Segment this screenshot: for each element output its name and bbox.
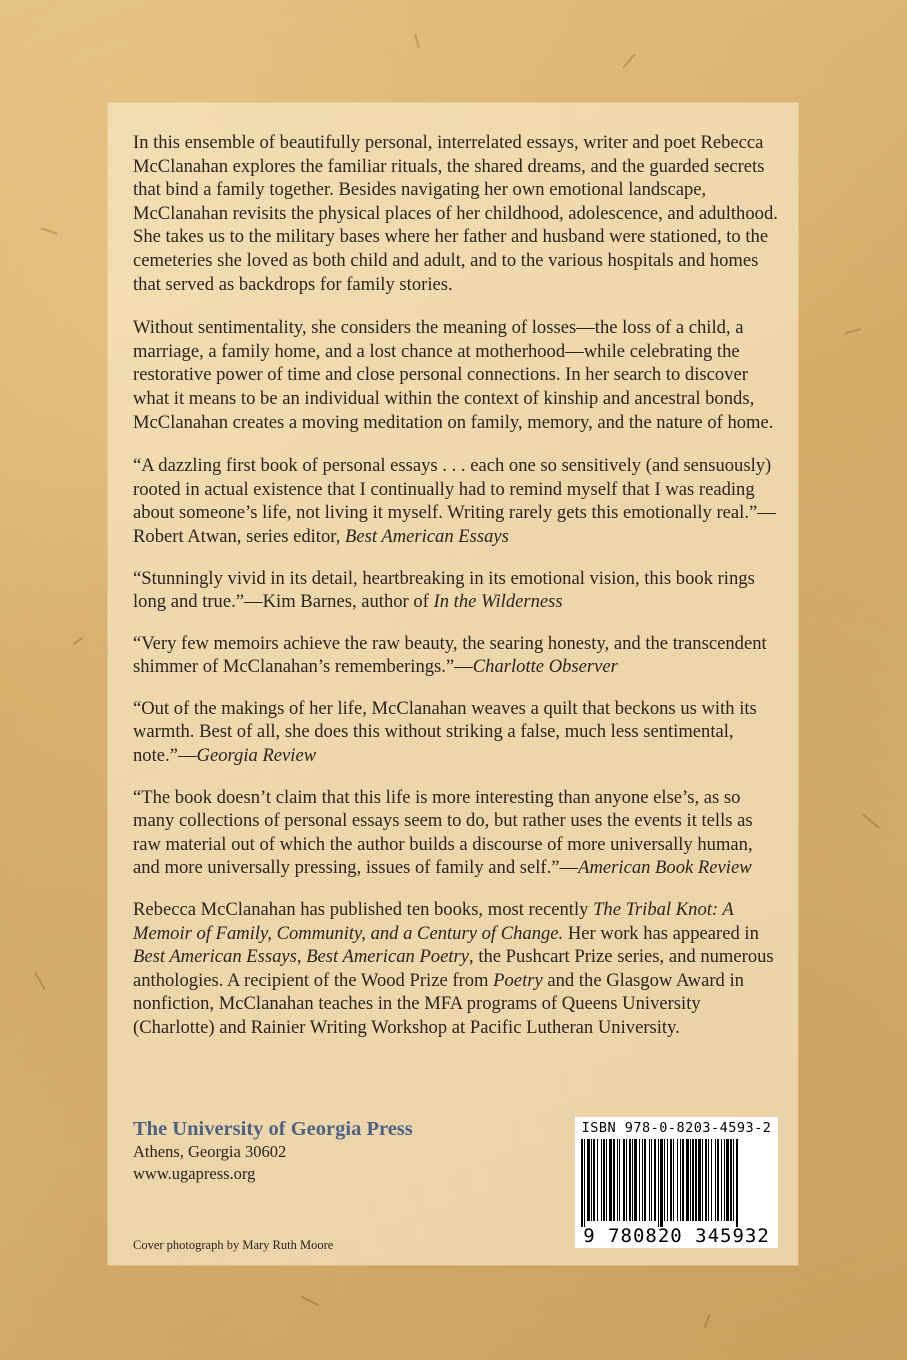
- barcode-bar: [606, 1139, 607, 1221]
- barcode-bar: [609, 1139, 612, 1221]
- barcode-bar: [613, 1139, 615, 1221]
- author-bio: Rebecca McClanahan has published ten books, most recently The Tribal Knot: A Memoir of Family, Community, and a Century of Change. Her work has appeared in Best American Essays, Best American Poetry, the Pushcart Prize series, and numerous anthologies. A recipient of the Wood Prize from Poetry and the Glasgow Award in nonfiction, McClanahan teaches in the MFA programs of Queens University (Charlotte) and Rainier Writing Workshop at Pacific Lutheran University.: [133, 899, 774, 1038]
- blurb-georgia-review: “Out of the makings of her life, McClanahan weaves a quilt that beckons us with its warmth. Best of all, she does this without striking a false, much less sentimental, note.”—Georgia Review: [133, 697, 757, 767]
- barcode-bar: [639, 1139, 640, 1221]
- barcode-bar: [686, 1139, 689, 1221]
- barcode-bar: [584, 1139, 585, 1227]
- blurb-atwan: “A dazzling first book of personal essays . . . each one so sensitively (and sensuously) rooted in actual existence that I continually had to remind myself that I was reading about someone’s life, not living it myself. Writing rarely gets this emotionally real.”—Robert Atwan, series editor, Best American Essays: [133, 455, 776, 547]
- barcode-bar: [660, 1139, 663, 1227]
- barcode-bar: [617, 1139, 618, 1221]
- barcode-bar: [591, 1139, 592, 1221]
- barcode-bar: [705, 1139, 707, 1221]
- barcode-bar: [692, 1139, 694, 1221]
- barcode-bar: [587, 1139, 590, 1221]
- barcode-bar: [733, 1139, 734, 1221]
- blurb-american-book-review: “The book doesn’t claim that this life is more interesting than anyone else’s, as so many collections of personal essays seem to do, but rather uses the events it tells as raw material out of which the author builds a discourse of more universally human, and more universally pressing, issues of family and self.”—American Book Review: [133, 786, 753, 879]
- barcode-bar: [593, 1139, 595, 1221]
- barcode-bar: [726, 1139, 729, 1221]
- barcode-bar: [626, 1139, 627, 1221]
- barcode-bar: [649, 1139, 650, 1221]
- back-cover-text: [133, 131, 783, 1060]
- blurb-source: Georgia Review: [196, 745, 317, 767]
- publisher-name: The University of Georgia Press: [133, 1118, 413, 1140]
- barcode-bar: [717, 1139, 719, 1221]
- isbn-label: ISBN 978-0-8203-4593-2: [581, 1120, 772, 1136]
- barcode-bar: [708, 1139, 709, 1221]
- barcode-bar: [673, 1139, 674, 1221]
- barcode-bar: [730, 1139, 732, 1221]
- publisher-website: www.ugapress.org: [133, 1164, 256, 1183]
- barcode-bar: [651, 1139, 652, 1221]
- barcode-bar: [682, 1139, 684, 1221]
- barcode-bar: [603, 1139, 605, 1221]
- blurb-source: In the Wilderness: [433, 591, 563, 613]
- barcode-bar: [698, 1139, 701, 1221]
- cover-photo-credit: Cover photograph by Mary Ruth Moore: [133, 1238, 334, 1252]
- barcode-bar: [629, 1139, 631, 1221]
- barcode-bar: [642, 1139, 643, 1221]
- barcode-bar: [601, 1139, 602, 1221]
- blurb-source: Best American Essays: [345, 525, 509, 547]
- barcode-bar: [677, 1139, 678, 1221]
- barcode-bar: [623, 1139, 625, 1221]
- barcode-bars: [581, 1139, 772, 1227]
- barcode-bar: [597, 1139, 598, 1221]
- barcode-bar: [721, 1139, 722, 1221]
- isbn-barcode: [575, 1117, 778, 1248]
- description-paragraph-1: In this ensemble of beautifully personal, interrelated essays, writer and poet Rebecca McClanahan explores the familiar rituals, the shared dreams, and the guarded secrets that bind a family together. Besides navigating her own emotional landscape, McClanahan revisits the physical places of her childhood, adolescence, and adulthood. She takes us to the military bases where her father and husband were stationed, to the cemeteries she loved as both child and adult, and to the various hospitals and homes that served as backdrops for family stories.: [133, 132, 778, 295]
- barcode-bar: [632, 1139, 633, 1221]
- blurb-source: Charlotte Observer: [472, 656, 618, 678]
- barcode-bar: [667, 1139, 668, 1221]
- barcode-bar: [634, 1139, 637, 1221]
- barcode-bar: [654, 1139, 656, 1221]
- barcode-bar: [619, 1139, 620, 1221]
- barcode-bar: [711, 1139, 712, 1221]
- barcode-bar: [702, 1139, 703, 1221]
- blurb-barnes: “Stunningly vivid in its detail, heartbreaking in its emotional vision, this book rings long and true.”—Kim Barnes, author of In the Wilderness: [133, 567, 755, 613]
- description-paragraph-2: Without sentimentality, she considers the meaning of losses—the loss of a child, a marriage, a family home, and a lost chance at motherhood—while celebrating the restorative power of time and close personal connections. In her search to discover what it means to be an individual within the context of kinship and ancestral bonds, McClanahan creates a moving meditation on family, memory, and the nature of home.: [133, 317, 774, 433]
- barcode-bar: [724, 1139, 725, 1221]
- barcode-bar: [581, 1139, 583, 1227]
- barcode-bar: [680, 1139, 681, 1221]
- barcode-bar: [695, 1139, 697, 1221]
- barcode-bar: [715, 1139, 716, 1221]
- barcode-digits: 9 780820 345932: [583, 1225, 770, 1247]
- barcode-bar: [690, 1139, 691, 1221]
- blurb-source: American Book Review: [578, 857, 752, 879]
- barcode-bar: [670, 1139, 672, 1221]
- blurb-charlotte-observer: “Very few memoirs achieve the raw beauty, the searing honesty, and the transcendent shimmer of McClanahan’s rememberings.”—Charlotte Observer: [133, 632, 767, 678]
- publisher-address: Athens, Georgia 30602: [133, 1142, 287, 1161]
- barcode-bar: [736, 1139, 738, 1227]
- barcode-bar: [664, 1139, 665, 1221]
- barcode-bar: [658, 1139, 659, 1227]
- barcode-bar: [644, 1139, 646, 1221]
- publisher-block: [133, 1117, 413, 1185]
